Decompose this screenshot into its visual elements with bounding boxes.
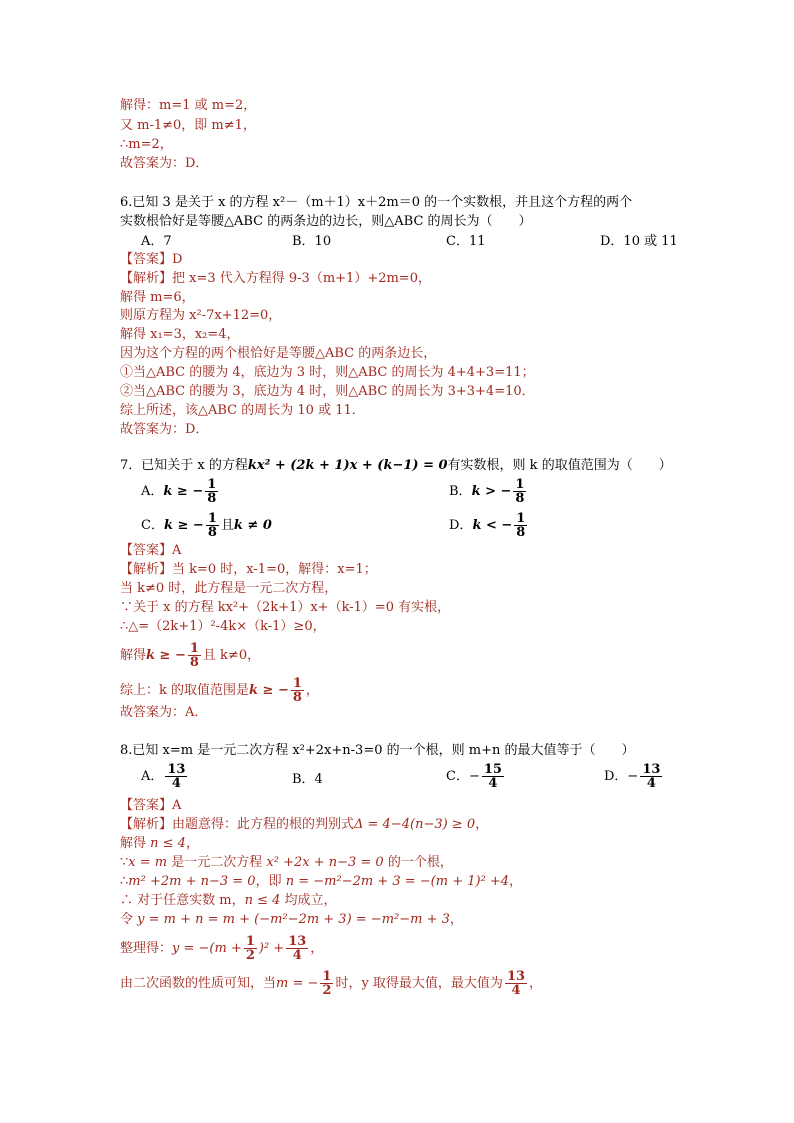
fraction-numerator: 1 (207, 511, 217, 526)
q8-solution-line (120, 970, 542, 997)
q6-solution-line: ②当△ABC 的腰为 3，底边为 4 时，则△ABC 的周长为 3+3+4=10． (120, 384, 535, 399)
q7-solution-line: 当 k≠0 时，此方程是一元二次方程， (120, 581, 338, 596)
fraction-numerator: 1 (516, 511, 526, 526)
q8-stem: 8.已知 x=m 是一元二次方程 x²+2x+n-3=0 的一个根，则 m+n 的最大值等于（ ） (120, 743, 635, 758)
fraction-numerator: 1 (245, 934, 255, 949)
fraction (291, 677, 304, 704)
math: m² +2m + n−3 = 0 (128, 874, 256, 889)
text: 时，y 取得最大值，最大值为 (335, 976, 503, 991)
math: m = − (276, 976, 319, 991)
q7-solution-line: 故答案为：A． (120, 705, 208, 720)
text: ， (449, 912, 463, 927)
option-math: k > − (471, 484, 512, 499)
math: y = m + n = m + (−m²−2m + 3) = −m²−m + 3 (137, 912, 450, 927)
math: x = m (128, 855, 168, 870)
fraction-denominator: 4 (646, 776, 656, 791)
q6-option-b: B．10 (292, 234, 332, 249)
q7-option-c (141, 512, 272, 539)
q8-answer: 【答案】A (120, 798, 182, 813)
q7-stem-text: 有实数根，则 k 的取值范围为（ ） (447, 458, 672, 473)
prev-solution-line: ∴m=2， (120, 137, 173, 152)
text: ∵ (120, 855, 129, 870)
math: y = −(m + (172, 941, 242, 956)
q7-stem-text: 7．已知关于 x 的方程 (120, 458, 248, 473)
fraction (188, 642, 201, 669)
fraction-denominator: 8 (515, 491, 525, 506)
text: ， (475, 817, 489, 832)
option-letter: C．− (446, 769, 480, 784)
q6-solution-line: 因为这个方程的两个根恰好是等腰△ABC 的两条边长， (120, 346, 437, 361)
text: ，即 (255, 874, 282, 889)
fraction-denominator: 8 (189, 655, 199, 670)
q6-option-d: D．10 或 11 (600, 234, 678, 249)
fraction (482, 763, 504, 790)
text: 由二次函数的性质可知，当 (120, 976, 277, 991)
fraction-numerator: 15 (483, 762, 502, 777)
text: ， (509, 874, 523, 889)
q7-solution-line: 【解析】当 k=0 时，x-1=0，解得：x=1； (120, 562, 377, 577)
fraction (205, 478, 218, 505)
prev-solution-line: 又 m-1≠0，即 m≠1， (120, 118, 256, 133)
text: ， (310, 941, 324, 956)
fraction-denominator: 2 (245, 948, 255, 963)
q7-option-d (449, 512, 529, 539)
q7-solution-line: ∵关于 x 的方程 kx²+（2k+1）x+（k-1）=0 有实根， (120, 600, 451, 615)
fraction-numerator: 13 (288, 934, 307, 949)
q6-solution-line: 故答案为：D． (120, 422, 209, 437)
q6-option-c: C．11 (446, 234, 486, 249)
q8-option-b: B．4 (292, 772, 323, 787)
fraction (640, 763, 662, 790)
fraction-numerator: 1 (292, 676, 302, 691)
q8-solution-line (120, 816, 488, 834)
text: ， (185, 836, 199, 851)
prev-solution-line: 解得：m=1 或 m=2， (120, 98, 257, 113)
option-letter: A． (141, 484, 164, 499)
q7-option-b (449, 478, 528, 505)
text: ， (305, 683, 319, 698)
fraction (286, 935, 308, 962)
q6-answer: 【答案】D (120, 252, 183, 267)
text: 【解析】由题意得：此方程的根的判别式 (120, 817, 355, 832)
fraction-numerator: 13 (642, 762, 661, 777)
fraction-denominator: 4 (171, 776, 181, 791)
option-letter: A． (141, 769, 164, 784)
q8-solution-line (120, 835, 199, 853)
fraction-denominator: 8 (516, 525, 526, 540)
option-letter: B． (449, 484, 472, 499)
text: ∴ 对于任意实数 m， (120, 893, 245, 908)
option-letter: D．− (604, 769, 639, 784)
fraction-numerator: 1 (515, 477, 525, 492)
fraction (514, 512, 527, 539)
fraction (320, 970, 333, 997)
q6-stem: 6.已知 3 是关于 x 的方程 x²－（m＋1）x＋2m＝0 的一个实数根，并且这个方程的两个 (120, 195, 633, 210)
option-math: k ≥ − (163, 518, 204, 533)
q6-solution-line: 则原方程为 x²-7x+12=0， (120, 308, 282, 323)
q7-equation: kx² + (2k + 1)x + (k−1) = 0 (247, 458, 448, 473)
math: n ≤ 4 (244, 893, 281, 908)
fraction-denominator: 8 (292, 690, 302, 705)
q6-solution-line: 综上所述，该△ABC 的周长为 10 或 11． (120, 403, 365, 418)
q8-solution-line (120, 873, 522, 891)
q6-solution-line: 【解析】把 x=3 代入方程得 9-3（m+1）+2m=0， (120, 271, 431, 286)
text: 是一元二次方程 (171, 855, 263, 870)
option-text: 且 (220, 518, 234, 533)
math: k ≥ − (249, 683, 289, 698)
q8-option-c (446, 763, 506, 790)
q8-option-d (604, 763, 664, 790)
text: 且 k≠0， (202, 648, 261, 663)
fraction-numerator: 1 (189, 641, 199, 656)
option-math: k ≥ − (163, 484, 204, 499)
q8-solution-line (120, 854, 453, 872)
text: ∴ (120, 874, 129, 889)
text: 解得 (120, 648, 147, 663)
text: 解得 (120, 836, 147, 851)
fraction-denominator: 8 (207, 491, 217, 506)
option-math: k ≠ 0 (233, 518, 272, 533)
prev-solution-line: 故答案为：D． (120, 156, 209, 171)
q6-solution-line: 解得 x₁=3，x₂=4， (120, 327, 240, 342)
math: n ≤ 4 (150, 836, 186, 851)
q6-solution-line: 解得 m=6， (120, 290, 195, 305)
q7-solution-line (120, 642, 260, 669)
fraction-numerator: 1 (322, 969, 332, 984)
q8-solution-line (120, 935, 323, 962)
text: 令 (120, 912, 134, 927)
fraction-denominator: 8 (207, 525, 217, 540)
fraction (244, 935, 257, 962)
q7-answer: 【答案】A (120, 543, 182, 558)
option-math: k < − (472, 518, 513, 533)
q7-stem (120, 457, 672, 475)
text: ， (529, 976, 543, 991)
q7-option-a (141, 478, 220, 505)
fraction-denominator: 4 (511, 983, 521, 998)
fraction (206, 512, 219, 539)
text: 均成立， (284, 893, 337, 908)
fraction-numerator: 13 (167, 762, 186, 777)
math: )² + (258, 941, 285, 956)
option-letter: C． (141, 518, 164, 533)
q8-option-a (141, 763, 189, 790)
text: 综上：k 的取值范围是 (120, 683, 250, 698)
fraction (505, 970, 527, 997)
math: x² +2x + n−3 = 0 (266, 855, 384, 870)
math: Δ = 4−4(n−3) ≥ 0 (354, 817, 476, 832)
fraction (513, 478, 526, 505)
math: n = −m²−2m + 3 = −(m + 1)² +4 (285, 874, 510, 889)
text: 的一个根， (387, 855, 453, 870)
fraction (165, 763, 187, 790)
q7-solution-line: ∴△=（2k+1）²-4k×（k-1）≥0， (120, 619, 326, 634)
q8-solution-line (120, 892, 337, 910)
q6-option-a: A．7 (141, 234, 172, 249)
text: 整理得： (120, 941, 173, 956)
fraction-numerator: 13 (506, 969, 526, 984)
option-letter: D． (449, 518, 473, 533)
q7-solution-line (120, 677, 319, 704)
q8-solution-line (120, 911, 463, 929)
q6-solution-line: ①当△ABC 的腰为 4，底边为 3 时，则△ABC 的周长为 4+4+3=11； (120, 365, 535, 380)
fraction-denominator: 2 (322, 983, 332, 998)
fraction-numerator: 1 (207, 477, 217, 492)
q6-stem: 实数根恰好是等腰△ABC 的两条边的边长，则△ABC 的周长为（ ） (120, 214, 532, 229)
fraction-denominator: 4 (488, 776, 498, 791)
math: k ≥ − (146, 648, 186, 663)
fraction-denominator: 4 (292, 948, 302, 963)
